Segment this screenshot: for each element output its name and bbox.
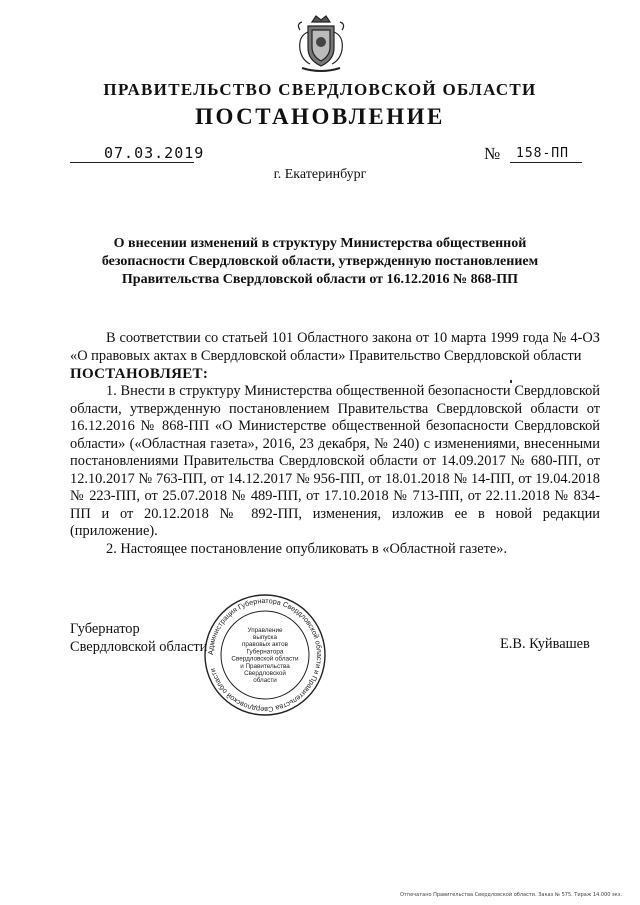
stamp-center-line: и Правительства [240,662,290,670]
stamp-center-line: области [253,677,277,685]
subject-line: безопасности Свердловской области, утвержденную постановлением [101,254,539,269]
stamp-center-line: правовых актов [242,641,288,649]
date-field [70,144,205,163]
position-line: Губернатор [70,621,140,637]
stamp-center-line: Управление [247,626,283,634]
stamp-center-line: Свердловской [244,670,286,677]
intro-paragraph: В соответствии со статьей 101 Областного закона от 10 марта 1999 года № 4-ОЗ «О правовых актах в Свердловской области» Правительство Свердловской области [70,330,600,364]
stamp-center-line: Губернатора [246,648,284,656]
city: г. Екатеринбург [273,167,367,182]
coat-of-arms-icon [290,12,352,74]
signatory-position [70,620,207,656]
stamp-center-line: выпуска [253,634,277,641]
document-subject [80,235,560,289]
signatory-name: Е.В. Куйвашев [500,636,590,652]
number-field [510,144,582,163]
document-date: 07.03.2019 [104,144,205,162]
print-info: Отпечатано Правительства Свердловской области. Заказ № 575. Тираж 14.000 экз. [400,892,623,898]
document-type: ПОСТАНОВЛЕНИЕ [195,104,445,129]
official-stamp [202,592,328,718]
ink-speck [510,380,512,383]
stamp-center-line: Свердловской области [231,655,299,663]
item-1-paragraph: 1. Внести в структуру Министерства общественной безопасности Свердловской области, утвержденную постановлением Правительства Свердловской области от 16.12.2016 № 868-ПП «О Министерстве общественной безопасности Свердловской области» («Областная газета», 2016, 23 декабря, № 240) с изменениями, внесенными постановлениями Правительства Свердловской области от 14.09.2017 № 680-ПП, от 12.10.2017 № 763-ПП, от 14.12.2017 № 956-ПП, от 18.01.2018 № 14-ПП, от 19.04.2018 № 223-ПП, от 25.07.2018 № 489-ПП, от 17.10.2018 № 713-ПП, от 22.11.2018 № 834-ПП и от 20.12.2018 № 892-ПП, изменения, изложив ее в новой редакции (приложение). [70,383,600,539]
subject-line: О внесении изменений в структуру Министерства общественной [113,236,527,251]
government-title: ПРАВИТЕЛЬСТВО СВЕРДЛОВСКОЙ ОБЛАСТИ [103,80,537,99]
stamp-ring-text: Администрация Губернатора Свердловской области и Правительства Свердловской области [205,595,325,715]
document-body [70,330,600,558]
item-2-paragraph: 2. Настоящее постановление опубликовать в «Областной газете». [106,540,508,557]
document-number: 158-ПП [516,146,569,161]
number-sign: № [484,144,501,163]
position-line: Свердловской области [70,639,208,655]
subject-line: Правительства Свердловской области от 16.12.2016 № 868-ПП [121,272,519,287]
resolves-heading: ПОСТАНОВЛЯЕТ: [70,366,209,382]
